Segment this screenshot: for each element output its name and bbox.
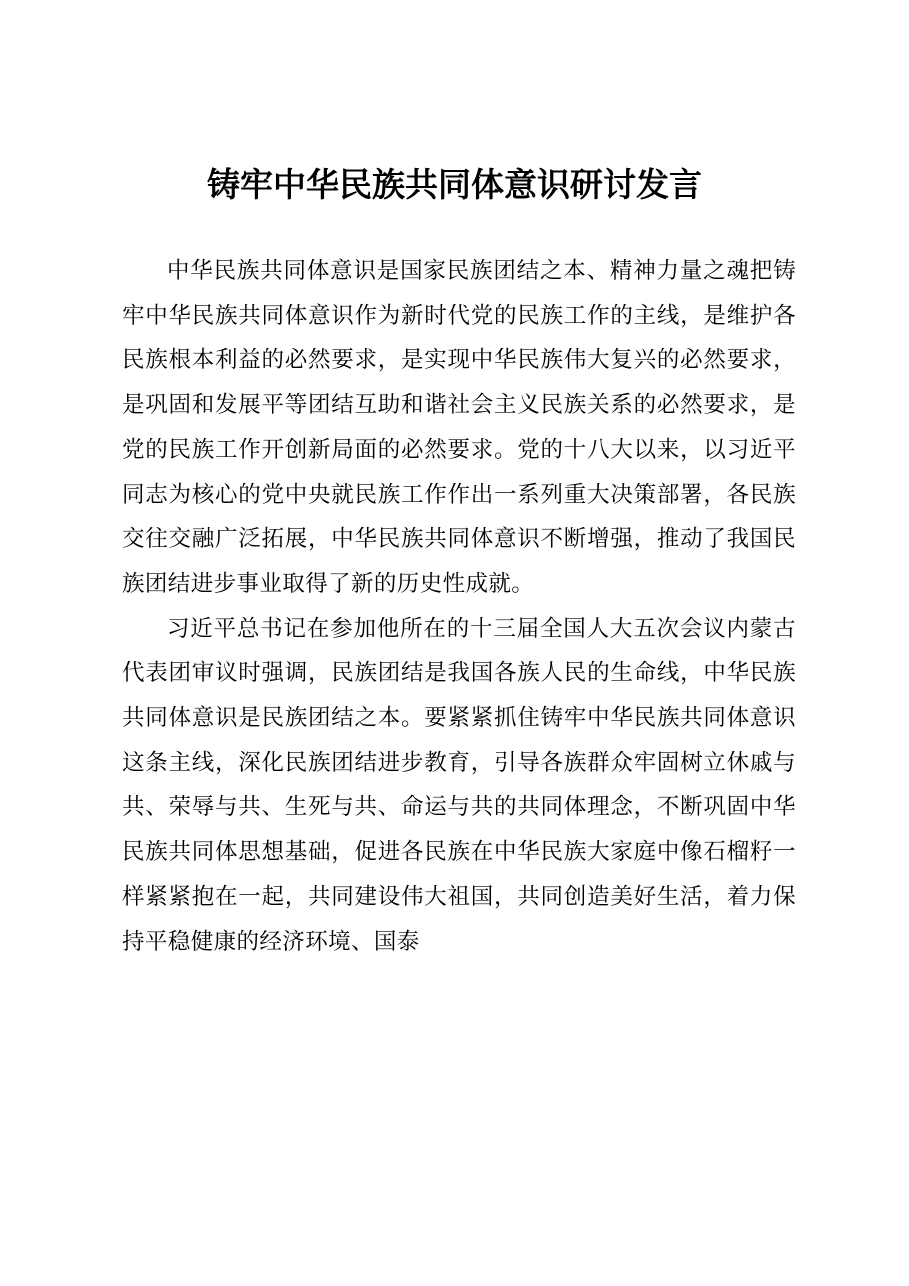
document-title: 铸牢中华民族共同体意识研讨发言 — [207, 165, 702, 204]
paragraph-2: 习近平总书记在参加他所在的十三届全国人大五次会议内蒙古代表团审议时强调，民族团结是我国各族人民的生命线，中华民族共同体意识是民族团结之本。要紧紧抓住铸牢中华民族共同体意识这条主线，深化民族团结进步教育，引导各族群众牢固树立休戚与共、荣辱与共、生死与共、命运与共的共同体理念，不断巩固中华民族共同体思想基础，促进各民族在中华民族大家庭中像石榴籽一样紧紧抱在一起，共同建设伟大祖国，共同创造美好生活，着力保持平稳健康的经济环境、国泰 — [122, 615, 796, 955]
document-body — [122, 249, 796, 964]
paragraph-1: 中华民族共同体意识是国家民族团结之本、精神力量之魂把铸牢中华民族共同体意识作为新时代党的民族工作的主线，是维护各民族根本利益的必然要求，是实现中华民族伟大复兴的必然要求，是巩固和发展平等团结互助和谐社会主义民族关系的必然要求，是党的民族工作开创新局面的必然要求。党的十八大以来，以习近平同志为核心的党中央就民族工作作出一系列重大决策部署，各民族交往交融广泛拓展，中华民族共同体意识不断增强，推动了我国民族团结进步事业取得了新的历史性成就。 — [122, 258, 796, 597]
